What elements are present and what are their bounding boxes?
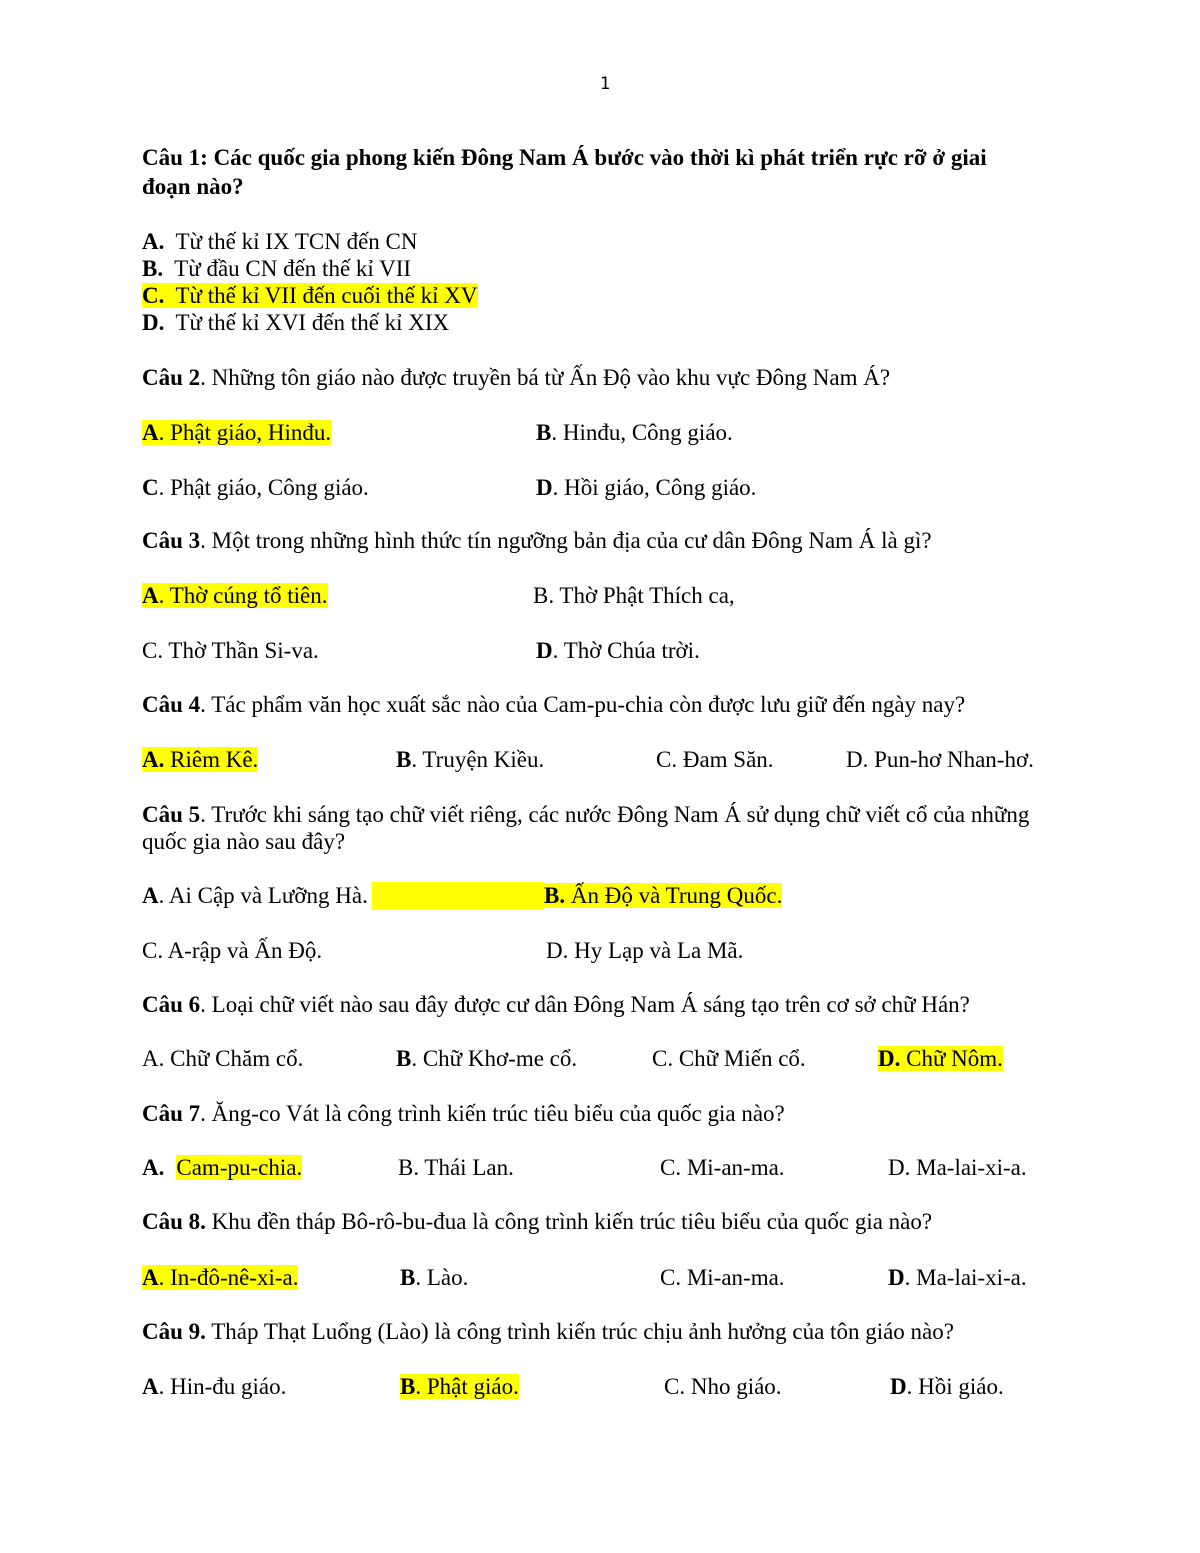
answer-highlight: B. Phật giáo.	[400, 1374, 519, 1399]
q4-option-c: C. Đam Săn.	[656, 747, 774, 772]
q7-option-b: B. Thái Lan.	[398, 1155, 514, 1180]
answer-highlight: A. Riêm Kê.	[142, 747, 259, 772]
q4-option-b: B. Truyện Kiều.	[396, 747, 545, 772]
q8-option-c: C. Mi-an-ma.	[660, 1265, 785, 1290]
q3-option-a	[142, 582, 328, 610]
q3-option-b: B. Thờ Phật Thích ca,	[533, 583, 735, 608]
q6-option-b: B. Chữ Khơ-me cổ.	[396, 1046, 578, 1071]
q8-option-d: D. Ma-lai-xi-a.	[888, 1265, 1027, 1290]
q1-option-a: A. Từ thế kỉ IX TCN đến CN	[142, 229, 418, 254]
q2-title: Câu 2. Những tôn giáo nào được truyền bá từ Ấn Độ vào khu vực Đông Nam Á?	[142, 365, 891, 390]
q7-option-c: C. Mi-an-ma.	[660, 1155, 785, 1180]
q6-option-c: C. Chữ Miến cổ.	[652, 1046, 806, 1071]
q7-option-d: D. Ma-lai-xi-a.	[888, 1155, 1027, 1180]
q1-title-line1	[142, 144, 987, 172]
q9-option-b	[400, 1373, 519, 1401]
q9-option-d: D. Hồi giáo.	[890, 1374, 1004, 1399]
answer-highlight: C. Từ thế kỉ VII đến cuối thế kỉ XV	[142, 283, 478, 308]
q6-option-a: A. Chữ Chăm cổ.	[142, 1046, 304, 1071]
q1-text: Các quốc gia phong kiến Đông Nam Á bước vào thời kì phát triển rực rỡ ở giai	[207, 145, 987, 170]
q8-option-b: B. Lào.	[400, 1265, 469, 1290]
q2-option-d: D. Hồi giáo, Công giáo.	[536, 475, 757, 500]
q6-title: Câu 6. Loại chữ viết nào sau đây được cư dân Đông Nam Á sáng tạo trên cơ sở chữ Hán?	[142, 992, 970, 1017]
q8-title: Câu 8. Khu đền tháp Bô-rô-bu-đua là công trình kiến trúc tiêu biểu của quốc gia nào?	[142, 1209, 933, 1234]
q2-option-a	[142, 419, 331, 447]
q5-title-line2: quốc gia nào sau đây?	[142, 829, 346, 854]
answer-highlight: D. Chữ Nôm.	[878, 1046, 1003, 1071]
page-number: 1	[599, 74, 611, 94]
q5-option-b	[544, 882, 782, 910]
answer-highlight: Cam-pu-chia.	[176, 1155, 303, 1180]
q7-option-a: A. Cam-pu-chia.	[142, 1155, 303, 1180]
q4-option-d: D. Pun-hơ Nhan-hơ.	[846, 747, 1034, 772]
q9-option-a: A. Hin-đu giáo.	[142, 1374, 287, 1399]
q5-option-a: A. Ai Cập và Lưỡng Hà.	[142, 883, 368, 908]
q3-option-c: C. Thờ Thần Si-va.	[142, 638, 319, 663]
q3-title: Câu 3. Một trong những hình thức tín ngưỡng bản địa của cư dân Đông Nam Á là gì?	[142, 528, 932, 553]
q9-title: Câu 9. Tháp Thạt Luổng (Lào) là công trình kiến trúc chịu ảnh hưởng của tôn giáo nào?	[142, 1319, 954, 1344]
answer-highlight: A. Thờ cúng tổ tiên.	[142, 583, 328, 608]
q4-title: Câu 4. Tác phẩm văn học xuất sắc nào của Cam-pu-chia còn được lưu giữ đến ngày nay?	[142, 692, 966, 717]
q1-option-c	[142, 282, 478, 310]
answer-highlight: A. Phật giáo, Hinđu.	[142, 420, 332, 445]
q2-option-b: B. Hinđu, Công giáo.	[536, 420, 733, 445]
q1-label: Câu 1:	[142, 145, 208, 170]
q5-option-c: C. A-rập và Ấn Độ.	[142, 938, 323, 963]
q7-title: Câu 7. Ăng-co Vát là công trình kiến trúc tiêu biểu của quốc gia nào?	[142, 1101, 785, 1126]
q1-option-d: D. Từ thế kỉ XVI đến thế kỉ XIX	[142, 310, 450, 335]
q1-option-b: B. Từ đầu CN đến thế kỉ VII	[142, 256, 412, 281]
q3-option-d: D. Thờ Chúa trời.	[536, 638, 700, 663]
highlight-strip	[372, 882, 544, 910]
q9-option-c: C. Nho giáo.	[664, 1374, 782, 1399]
q8-option-a	[142, 1264, 298, 1292]
q1-title-line2: đoạn nào?	[142, 174, 244, 199]
q4-option-a	[142, 746, 258, 774]
q5-title-line1: Câu 5. Trước khi sáng tạo chữ viết riêng, các nước Đông Nam Á sử dụng chữ viết cổ của những	[142, 802, 1030, 827]
q6-option-d	[878, 1045, 1003, 1073]
q5-option-d: D. Hy Lạp và La Mã.	[546, 938, 744, 963]
answer-highlight: A. In-đô-nê-xi-a.	[142, 1265, 299, 1290]
q2-option-c: C. Phật giáo, Công giáo.	[142, 475, 369, 500]
answer-highlight: B. Ấn Độ và Trung Quốc.	[544, 883, 783, 908]
